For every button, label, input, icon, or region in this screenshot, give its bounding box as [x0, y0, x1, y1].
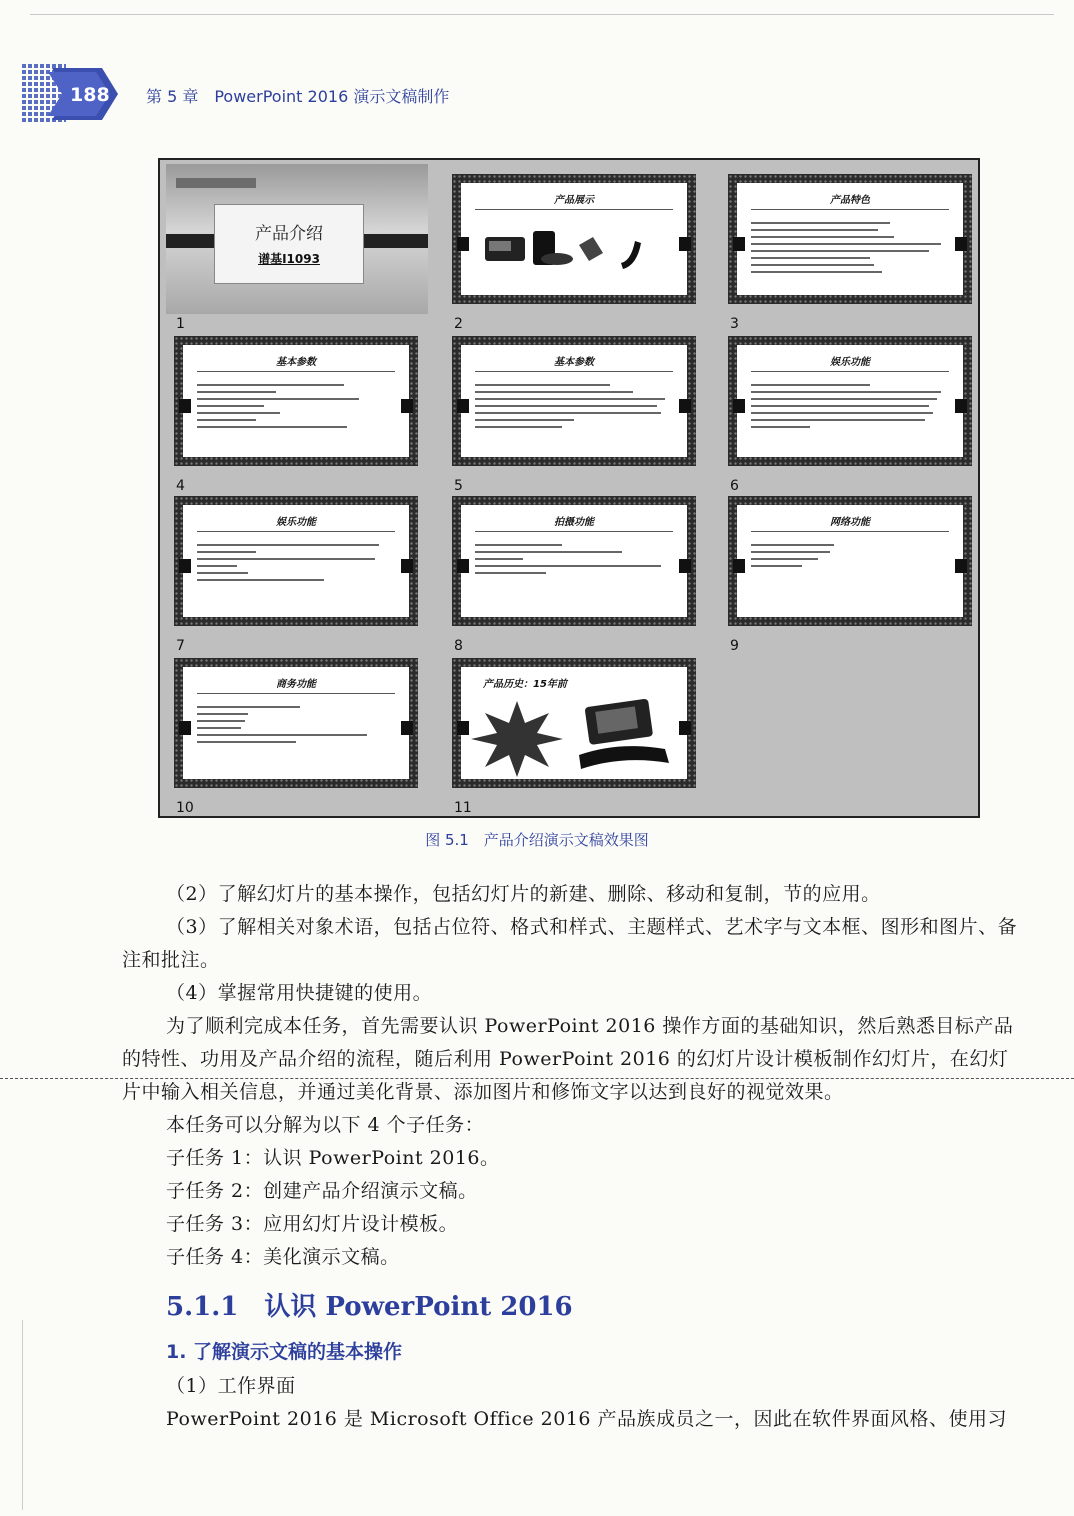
paragraph-intro: 为了顺利完成本任务，首先需要认识 PowerPoint 2016 操作方面的基础知识，然后熟悉目标产品的特性、功用及产品介绍的流程，随后利用 PowerPoint 2016 的幻灯片设计模板制作幻灯片，在幻灯片中输入相关信息，并通过美化背景、添加图片和修饰文字以达到良好的视觉效果。	[122, 1015, 1014, 1103]
slide-number: 9	[730, 638, 739, 654]
slide-1-subtitle: 谱基I1093	[258, 252, 320, 266]
slide-content	[183, 667, 409, 779]
slide-content	[461, 345, 687, 457]
slide-thumbnail-6	[720, 326, 982, 494]
slide-frame	[452, 658, 696, 788]
slide-tab-right	[679, 559, 691, 573]
slide-rule	[475, 209, 673, 210]
subtask-2: 子任务 2：创建产品介绍演示文稿。	[166, 1180, 478, 1202]
slide-thumbnail-9	[720, 486, 982, 654]
slide-content	[183, 345, 409, 457]
slide-tab-right	[401, 399, 413, 413]
slide-tab-right	[955, 399, 967, 413]
chapter-header: 第 5 章 PowerPoint 2016 演示文稿制作	[146, 87, 450, 106]
slide-content	[737, 183, 963, 295]
slide-bullets	[197, 539, 395, 586]
slide-number: 4	[176, 478, 185, 494]
slide-1-header-bar	[176, 178, 256, 188]
slide-title: 产品历史：15年前	[483, 679, 567, 690]
slide-tab-right	[401, 721, 413, 735]
slide-bullets	[751, 539, 949, 572]
slide-1-title: 产品介绍	[255, 224, 323, 244]
slide-frame	[728, 174, 972, 304]
slide-frame	[452, 336, 696, 466]
slide-tab-left	[179, 721, 191, 735]
section-heading: 5.1.1 认识 PowerPoint 2016	[166, 1292, 573, 1322]
slide-title: 娱乐功能	[276, 517, 316, 528]
slide-content	[183, 505, 409, 617]
slide-1-title-box	[214, 204, 364, 284]
slide-content	[461, 505, 687, 617]
slide-number: 5	[454, 478, 463, 494]
slide-bullets	[197, 701, 395, 748]
slide-frame	[174, 496, 418, 626]
slide-rule	[475, 531, 673, 532]
slide-bullets	[475, 539, 673, 579]
slide-title: 基本参数	[554, 357, 594, 368]
slide-frame	[728, 496, 972, 626]
slide-content	[461, 183, 687, 295]
slide-rule	[751, 209, 949, 210]
paragraph-3: （3）了解相关对象术语，包括占位符、格式和样式、主题样式、艺术字与文本框、图形和图片、备注和批注。	[122, 916, 1018, 971]
slide-content	[737, 345, 963, 457]
slide-title: 娱乐功能	[830, 357, 870, 368]
slide-sorter-figure	[158, 158, 980, 818]
dashed-rule	[0, 1078, 1074, 1079]
paragraph-4: （4）掌握常用快捷键的使用。	[166, 982, 433, 1004]
slide-rule	[197, 693, 395, 694]
subsection-heading: 1. 了解演示文稿的基本操作	[166, 1341, 403, 1363]
margin-rule	[22, 1320, 23, 1510]
slide-thumbnail-1	[166, 164, 428, 332]
slide-number: 10	[176, 800, 194, 816]
slide-title: 拍摄功能	[554, 517, 594, 528]
slide-tab-left	[733, 399, 745, 413]
starburst-phone-icon	[467, 689, 677, 779]
slide-thumbnail-4	[166, 326, 428, 494]
top-rule	[30, 14, 1054, 15]
slide-tab-left	[457, 721, 469, 735]
slide-number: 7	[176, 638, 185, 654]
slide-thumbnail-11	[444, 648, 706, 816]
slide-bullets	[197, 379, 395, 433]
slide-title: 基本参数	[276, 357, 316, 368]
slide-bullets	[751, 379, 949, 433]
slide-frame	[452, 496, 696, 626]
slide-rule	[475, 371, 673, 372]
slide-tab-right	[955, 237, 967, 251]
slide-thumbnail-7	[166, 486, 428, 654]
product-images-icon	[471, 217, 671, 277]
slide-title: 产品特色	[830, 195, 870, 206]
slide-number: 11	[454, 800, 472, 816]
slide-thumbnail-5	[444, 326, 706, 494]
slide-tab-right	[679, 721, 691, 735]
slide-number: 8	[454, 638, 463, 654]
slide-rule	[197, 531, 395, 532]
slide-thumbnail-2	[444, 164, 706, 332]
slide-thumbnail-3	[720, 164, 982, 332]
slide-tab-right	[955, 559, 967, 573]
slide-content	[461, 667, 687, 779]
paragraph-subtasks: 本任务可以分解为以下 4 个子任务：	[166, 1114, 485, 1136]
page-number: 188	[70, 84, 110, 106]
slide-number: 1	[176, 316, 185, 332]
slide-number: 3	[730, 316, 739, 332]
slide-frame	[728, 336, 972, 466]
slide-rule	[197, 371, 395, 372]
slide-tab-left	[457, 399, 469, 413]
slide-frame	[174, 336, 418, 466]
slide-title: 商务功能	[276, 679, 316, 690]
slide-tab-left	[179, 399, 191, 413]
subtask-4: 子任务 4：美化演示文稿。	[166, 1246, 400, 1268]
slide-tab-right	[679, 237, 691, 251]
slide-number: 2	[454, 316, 463, 332]
slide-tab-right	[679, 399, 691, 413]
slide-tab-left	[457, 559, 469, 573]
slide-bullets	[475, 379, 673, 433]
slide-title: 网络功能	[830, 517, 870, 528]
paragraph-2: （2）了解幻灯片的基本操作，包括幻灯片的新建、删除、移动和复制，节的应用。	[166, 883, 881, 905]
figure-caption: 图 5.1 产品介绍演示文稿效果图	[425, 831, 649, 849]
slide-tab-left	[733, 237, 745, 251]
slide-rule	[751, 371, 949, 372]
paragraph-workspace: （1）工作界面	[166, 1375, 296, 1397]
slide-content	[737, 505, 963, 617]
slide-number: 6	[730, 478, 739, 494]
paragraph-powerpoint: PowerPoint 2016 是 Microsoft Office 2016 产品族成员之一，因此在软件界面风格、使用习	[166, 1408, 1008, 1430]
slide-thumbnail-8	[444, 486, 706, 654]
slide-rule	[751, 531, 949, 532]
slide-frame	[174, 658, 418, 788]
slide-bullets	[751, 217, 949, 278]
subtask-3: 子任务 3：应用幻灯片设计模板。	[166, 1213, 459, 1235]
slide-title: 产品展示	[554, 195, 594, 206]
slide-tab-left	[733, 559, 745, 573]
subtask-1: 子任务 1：认识 PowerPoint 2016。	[166, 1147, 500, 1169]
slide-tab-left	[179, 559, 191, 573]
slide-tab-left	[457, 237, 469, 251]
slide-frame	[452, 174, 696, 304]
slide-thumbnail-10	[166, 648, 428, 816]
slide-tab-right	[401, 559, 413, 573]
